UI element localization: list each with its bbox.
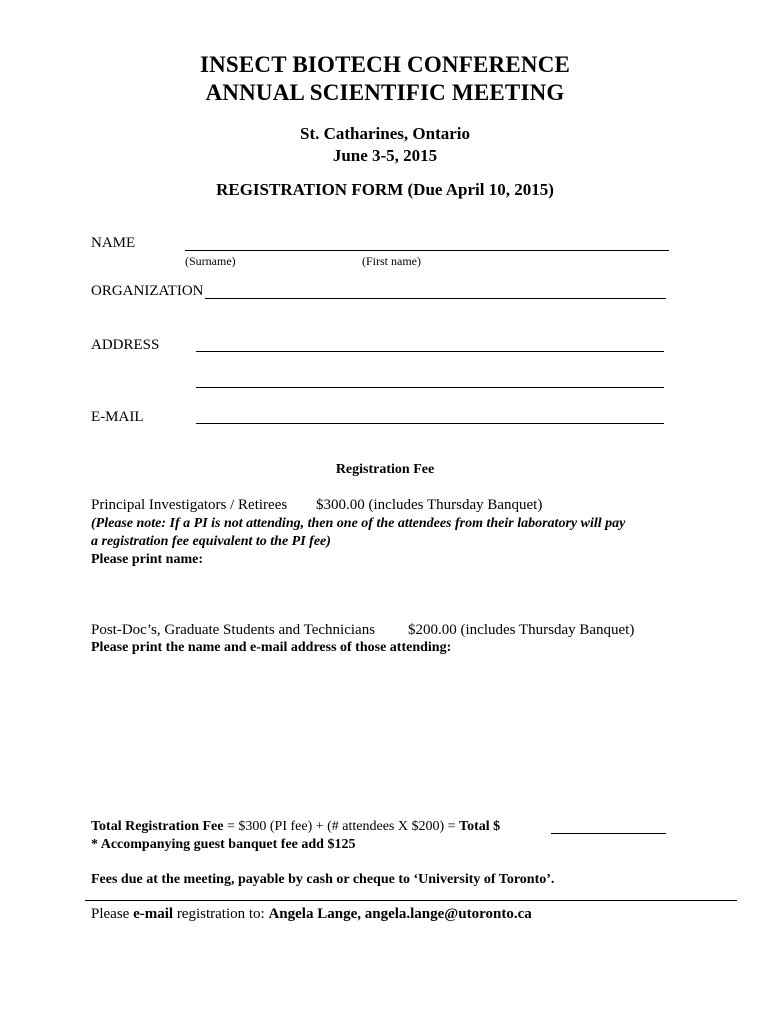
dates: June 3-5, 2015	[332, 146, 438, 165]
footer-email-word: e-mail	[133, 906, 174, 922]
pi-note-line-1: (Please note: If a PI is not attending, then one of the attendees from their laboratory will pay	[91, 516, 626, 531]
firstname-hint: (First name)	[362, 254, 421, 268]
total-fee-label: Total Registration Fee	[91, 819, 224, 834]
registration-fee-heading: Registration Fee	[335, 462, 435, 477]
organization-label: ORGANIZATION	[91, 283, 204, 299]
footer-middle: registration to:	[173, 906, 269, 922]
footer-prefix: Please	[91, 906, 134, 922]
title-line-2: ANNUAL SCIENTIFIC MEETING	[205, 80, 565, 105]
postdoc-print-instruction: Please print the name and e-mail address of those attending:	[91, 640, 452, 655]
surname-hint: (Surname)	[185, 254, 236, 268]
pi-price: $300.00 (includes Thursday Banquet)	[316, 497, 543, 513]
location: St. Catharines, Ontario	[300, 124, 470, 143]
payment-note: Fees due at the meeting, payable by cash or cheque to ‘University of Toronto’.	[91, 872, 555, 887]
pi-category: Principal Investigators / Retirees	[91, 497, 288, 513]
address-input-line-1[interactable]	[196, 351, 664, 352]
address-label: ADDRESS	[91, 337, 160, 353]
name-label: NAME	[91, 235, 136, 251]
footer-contact[interactable]: Angela Lange, angela.lange@utoronto.ca	[268, 906, 532, 922]
email-label: E-MAIL	[91, 409, 144, 425]
organization-input-line[interactable]	[205, 298, 666, 299]
title-line-1: INSECT BIOTECH CONFERENCE	[199, 52, 571, 77]
pi-print-name: Please print name:	[91, 552, 203, 567]
postdoc-category: Post-Doc’s, Graduate Students and Technicians	[91, 622, 376, 638]
total-input-line[interactable]	[551, 833, 666, 834]
guest-fee-note: * Accompanying guest banquet fee add $125	[91, 837, 356, 852]
footer-divider	[85, 900, 737, 901]
name-input-line[interactable]	[185, 250, 669, 251]
total-fee-row	[91, 819, 500, 835]
form-title: REGISTRATION FORM (Due April 10, 2015)	[216, 180, 554, 199]
pi-note-line-2: a registration fee equivalent to the PI fee)	[91, 534, 331, 549]
total-dollar-label: Total $	[459, 819, 501, 834]
address-input-line-2[interactable]	[196, 387, 664, 388]
total-fee-formula: = $300 (PI fee) + (# attendees X $200) =	[223, 819, 460, 834]
email-input-line[interactable]	[196, 423, 664, 424]
footer-contact-line	[91, 906, 532, 923]
postdoc-price: $200.00 (includes Thursday Banquet)	[408, 622, 635, 638]
